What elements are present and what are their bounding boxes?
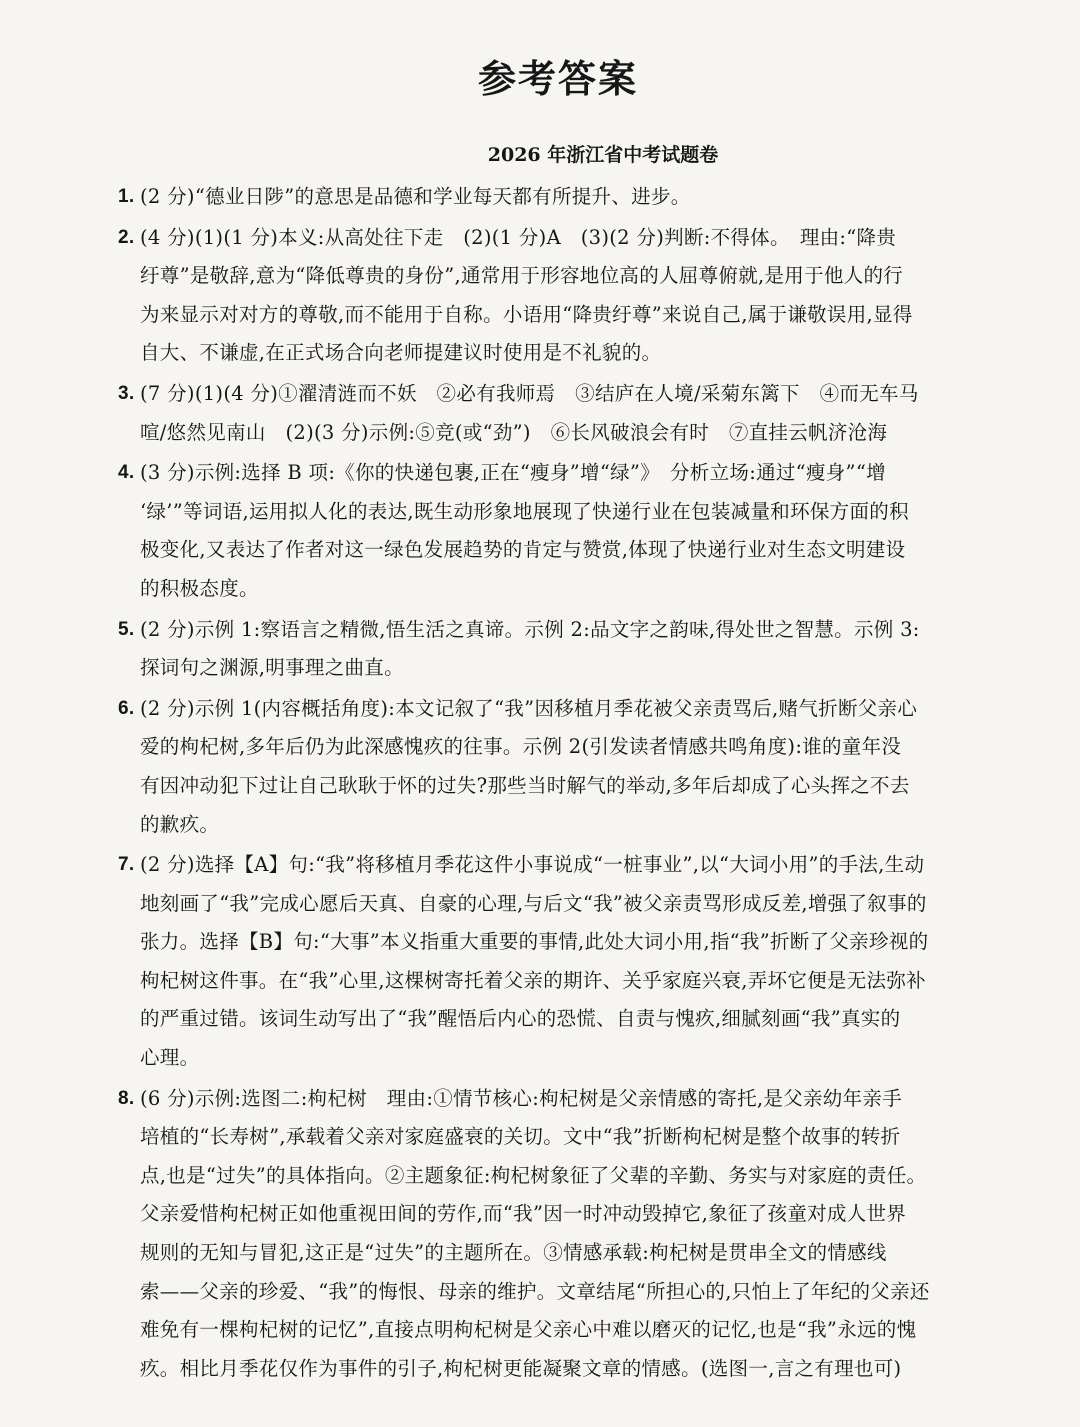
answer-line: 点,也是“过失”的具体指向。②主题象征:枸杞树象征了父辈的辛勤、务实与对家庭的责任。 xyxy=(140,1163,927,1187)
answer-line: (4 分)(1)(1 分)本义:从高处往下走 (2)(1 分)A (3)(2 分)判断:不得体。 理由:“降贵 xyxy=(140,225,897,249)
answer-line: ‘绿’”等词语,运用拟人化的表达,既生动形象地展现了快递行业在包装减量和环保方面的积 xyxy=(140,499,909,523)
answer-number: 8. xyxy=(118,1087,135,1109)
answer-item-2 xyxy=(118,219,998,373)
answer-line: (6 分)示例:选图二:枸杞树 理由:①情节核心:枸杞树是父亲情感的寄托,是父亲幼年亲手 xyxy=(140,1086,902,1110)
answer-line: (3 分)示例:选择 B 项:《你的快递包裹,正在“瘦身”增“绿”》 分析立场:通过“瘦身”“增 xyxy=(140,461,886,485)
answer-line: 的积极态度。 xyxy=(140,576,259,600)
answer-line: 纡尊”是敬辞,意为“降低尊贵的身份”,通常用于形容地位高的人屈尊俯就,是用于他人的行 xyxy=(140,264,904,288)
answer-line: 规则的无知与冒犯,这正是“过失”的主题所在。③情感承载:枸杞树是贯串全文的情感线 xyxy=(140,1241,887,1265)
answer-line: 自大、不谦虚,在正式场合向老师提建议时使用是不礼貌的。 xyxy=(140,341,662,365)
answer-item-3 xyxy=(118,375,998,452)
answer-number: 3. xyxy=(118,382,135,404)
answer-number: 6. xyxy=(118,697,135,719)
answer-line: 索——父亲的珍爱、“我”的悔恨、母亲的维护。文章结尾“所担心的,只怕上了年纪的父亲还 xyxy=(140,1279,930,1303)
answer-line: 培植的“长寿树”,承载着父亲对家庭盛衰的关切。文中“我”折断枸杞树是整个故事的转折 xyxy=(140,1125,901,1149)
answer-item-6 xyxy=(118,690,998,844)
answer-item-7 xyxy=(118,846,998,1078)
answer-line: 探词句之渊源,明事理之曲直。 xyxy=(140,656,404,680)
answer-line: 喧/悠然见南山 (2)(3 分)示例:⑤竞(或“劲”) ⑥长风破浪会有时 ⑦直挂云帆济沧海 xyxy=(140,420,888,444)
answer-number: 5. xyxy=(118,618,135,640)
answer-line: 的歉疚。 xyxy=(140,812,220,836)
answer-line: 为来显示对对方的尊敬,而不能用于自称。小语用“降贵纡尊”来说自己,属于谦敬误用,显得 xyxy=(140,302,913,326)
answer-number: 2. xyxy=(118,226,135,248)
answer-line: (2 分)示例 1:察语言之精微,悟生活之真谛。示例 2:品文字之韵味,得处世之智慧。示例 3: xyxy=(140,617,920,641)
answer-number: 7. xyxy=(118,854,135,876)
answer-item-5 xyxy=(118,611,998,688)
answer-list xyxy=(118,178,998,1388)
answer-line: 爱的枸杞树,多年后仍为此深感愧疚的往事。示例 2(引发读者情感共鸣角度):谁的童年没 xyxy=(140,735,902,759)
answer-line: 张力。选择【B】句:“大事”本义指重大重要的事情,此处大词小用,指“我”折断了父亲珍视的 xyxy=(140,930,929,954)
answer-line: 父亲爱惜枸杞树正如他重视田间的劳作,而“我”因一时冲动毁掉它,象征了孩童对成人世界 xyxy=(140,1202,907,1226)
answer-line: (2 分)选择【A】句:“我”将移植月季花这件小事说成“一桩事业”,以“大词小用”的手法,生动 xyxy=(140,853,925,877)
answer-item-1 xyxy=(118,178,998,217)
answer-line: (2 分)示例 1(内容概括角度):本文记叙了“我”因移植月季花被父亲责骂后,赌气折断父亲心 xyxy=(140,696,918,720)
answer-line: 疚。相比月季花仅作为事件的引子,枸杞树更能凝聚文章的情感。(选图一,言之有理也可) xyxy=(140,1356,902,1380)
answer-line: 极变化,又表达了作者对这一绿色发展趋势的肯定与赞赏,体现了快递行业对生态文明建设 xyxy=(140,538,906,562)
answer-number: 4. xyxy=(118,462,135,484)
page-title: 参考答案 xyxy=(477,56,638,101)
answer-line: (7 分)(1)(4 分)①濯清涟而不妖 ②必有我师焉 ③结庐在人境/采菊东篱下 ④而无车马 xyxy=(140,381,919,405)
answer-number: 1. xyxy=(118,186,135,207)
answer-line: 的严重过错。该词生动写出了“我”醒悟后内心的恐慌、自责与愧疚,细腻刻画“我”真实的 xyxy=(140,1007,901,1031)
answer-item-8 xyxy=(118,1080,998,1389)
answer-line: 心理。 xyxy=(140,1046,200,1070)
answer-line: 地刻画了“我”完成心愿后天真、自豪的心理,与后文“我”被父亲责骂形成反差,增强了叙事的 xyxy=(140,891,927,915)
answer-line: (2 分)“德业日陟”的意思是品德和学业每天都有所提升、进步。 xyxy=(140,185,691,208)
answer-line: 有因冲动犯下过让自己耿耿于怀的过失?那些当时解气的举动,多年后却成了心头挥之不去 xyxy=(140,773,910,797)
answer-line: 难免有一棵枸杞树的记忆”,直接点明枸杞树是父亲心中难以磨灭的记忆,也是“我”永远的愧 xyxy=(140,1318,917,1342)
answer-item-4 xyxy=(118,454,998,608)
answer-line: 枸杞树这件事。在“我”心里,这棵树寄托着父亲的期许、关乎家庭兴衰,弄坏它便是无法弥补 xyxy=(140,968,926,992)
exam-subtitle: 2026 年浙江省中考试题卷 xyxy=(487,144,719,166)
